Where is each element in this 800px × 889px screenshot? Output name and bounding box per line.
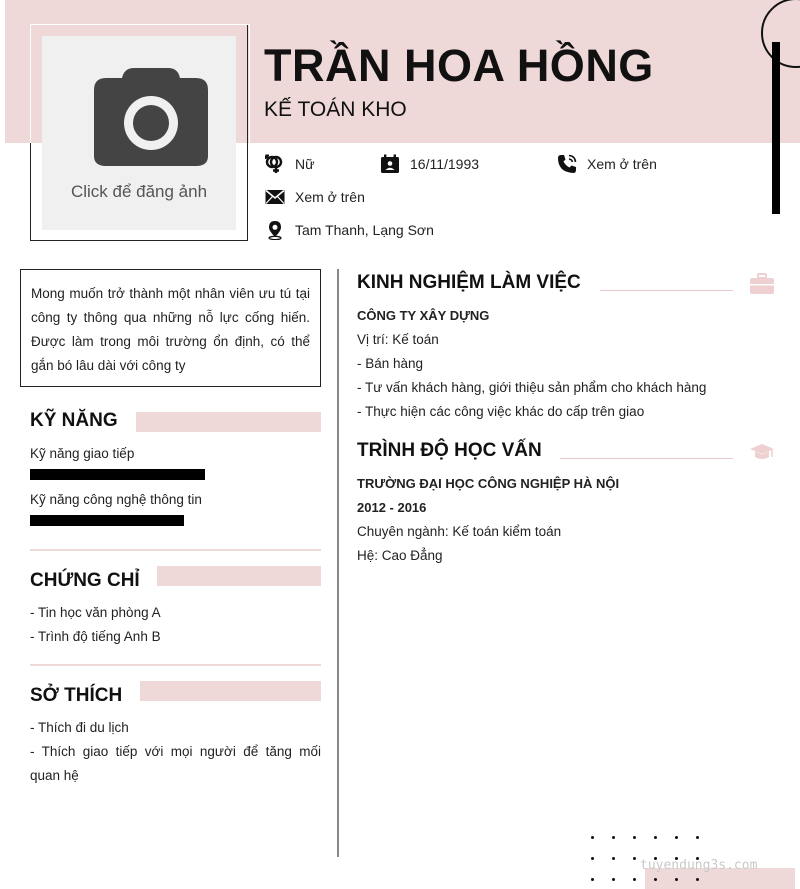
decoration-dot bbox=[612, 878, 615, 881]
section-divider bbox=[30, 664, 321, 666]
section-divider bbox=[30, 549, 321, 551]
decoration-dot bbox=[675, 878, 678, 881]
phone-value: Xem ở trên bbox=[587, 156, 657, 172]
gender-value: Nữ bbox=[295, 156, 315, 172]
hobbies-title: SỞ THÍCH bbox=[30, 685, 123, 706]
info-email bbox=[265, 187, 365, 207]
gender-icon bbox=[265, 154, 285, 174]
decoration-dot bbox=[696, 836, 699, 839]
career-objective: Mong muốn trở thành một nhân viên ưu tú tại công ty thông qua những nỗ lực cống hiến. Được làm trong môi trường ổn định, có thể gắn bó lâu dài với công ty bbox=[20, 269, 321, 387]
job-title: KẾ TOÁN KHO bbox=[264, 98, 407, 121]
study-period: 2012 - 2016 bbox=[357, 500, 427, 515]
phone-icon bbox=[557, 154, 577, 174]
certificates-title: CHỨNG CHỈ bbox=[30, 570, 140, 591]
education-line: Chuyên ngành: Kế toán kiểm toán bbox=[357, 524, 562, 539]
column-divider bbox=[337, 269, 339, 857]
experience-line: - Tư vấn khách hàng, giới thiệu sản phẩm cho khách hàng bbox=[357, 380, 707, 395]
skill-level-bar bbox=[30, 515, 184, 526]
skill-level-bar bbox=[30, 469, 205, 480]
certificate-item: - Tin học văn phòng A bbox=[30, 605, 161, 620]
decoration-dot bbox=[591, 836, 594, 839]
decoration-dot bbox=[591, 878, 594, 881]
birthday-value: 16/11/1993 bbox=[410, 156, 480, 172]
education-title-line bbox=[560, 458, 733, 459]
decoration-dot bbox=[612, 836, 615, 839]
vertical-bar-decoration bbox=[772, 42, 780, 214]
skills-title: KỸ NĂNG bbox=[30, 410, 118, 431]
decoration-dot bbox=[633, 857, 636, 860]
education-title: TRÌNH ĐỘ HỌC VẤN bbox=[357, 440, 542, 461]
info-birthday bbox=[380, 154, 479, 174]
camera-icon bbox=[92, 66, 210, 168]
decoration-dot bbox=[633, 878, 636, 881]
skill-label: Kỹ năng giao tiếp bbox=[30, 446, 135, 461]
graduation-cap-icon bbox=[749, 441, 775, 463]
decoration-dot bbox=[675, 836, 678, 839]
photo-placeholder[interactable] bbox=[42, 36, 236, 230]
photo-frame[interactable] bbox=[30, 24, 248, 241]
decoration-dot bbox=[696, 878, 699, 881]
briefcase-icon bbox=[749, 273, 775, 295]
info-phone bbox=[557, 154, 657, 174]
experience-title-line bbox=[600, 290, 733, 291]
address-value: Tam Thanh, Lạng Sơn bbox=[295, 222, 434, 238]
info-gender bbox=[265, 154, 314, 174]
candidate-name: TRẦN HOA HỒNG bbox=[264, 40, 654, 91]
calendar-icon bbox=[380, 154, 400, 174]
experience-line: - Thực hiện các công việc khác do cấp trên giao bbox=[357, 404, 645, 419]
school-name: TRƯỜNG ĐẠI HỌC CÔNG NGHIỆP HÀ NỘI bbox=[357, 476, 620, 491]
hobby-item: - Thích giao tiếp với mọi người để tăng mối quan hệ bbox=[30, 744, 321, 783]
decoration-dot bbox=[612, 857, 615, 860]
decoration-dot bbox=[654, 878, 657, 881]
decoration-dot bbox=[633, 836, 636, 839]
hobby-item: - Thích đi du lịch bbox=[30, 720, 129, 735]
email-value: Xem ở trên bbox=[295, 189, 365, 205]
skills-title-bar bbox=[136, 412, 321, 432]
experience-line: Vị trí: Kế toán bbox=[357, 332, 439, 347]
watermark: tuyendung3s.com bbox=[640, 858, 758, 873]
certificates-title-bar bbox=[157, 566, 321, 586]
location-pin-icon bbox=[265, 220, 285, 240]
hobbies-title-bar bbox=[140, 681, 321, 701]
info-address bbox=[265, 220, 434, 240]
certificate-item: - Trình độ tiếng Anh B bbox=[30, 629, 161, 644]
skill-label: Kỹ năng công nghệ thông tin bbox=[30, 492, 202, 507]
decoration-dot bbox=[654, 836, 657, 839]
experience-title: KINH NGHIỆM LÀM VIỆC bbox=[357, 272, 581, 293]
education-line: Hệ: Cao Đẳng bbox=[357, 548, 443, 563]
decoration-dot bbox=[591, 857, 594, 860]
photo-caption: Click để đăng ảnh bbox=[70, 182, 208, 201]
company-name: CÔNG TY XÂY DỰNG bbox=[357, 308, 490, 323]
email-icon bbox=[265, 187, 285, 207]
experience-line: - Bán hàng bbox=[357, 356, 424, 371]
